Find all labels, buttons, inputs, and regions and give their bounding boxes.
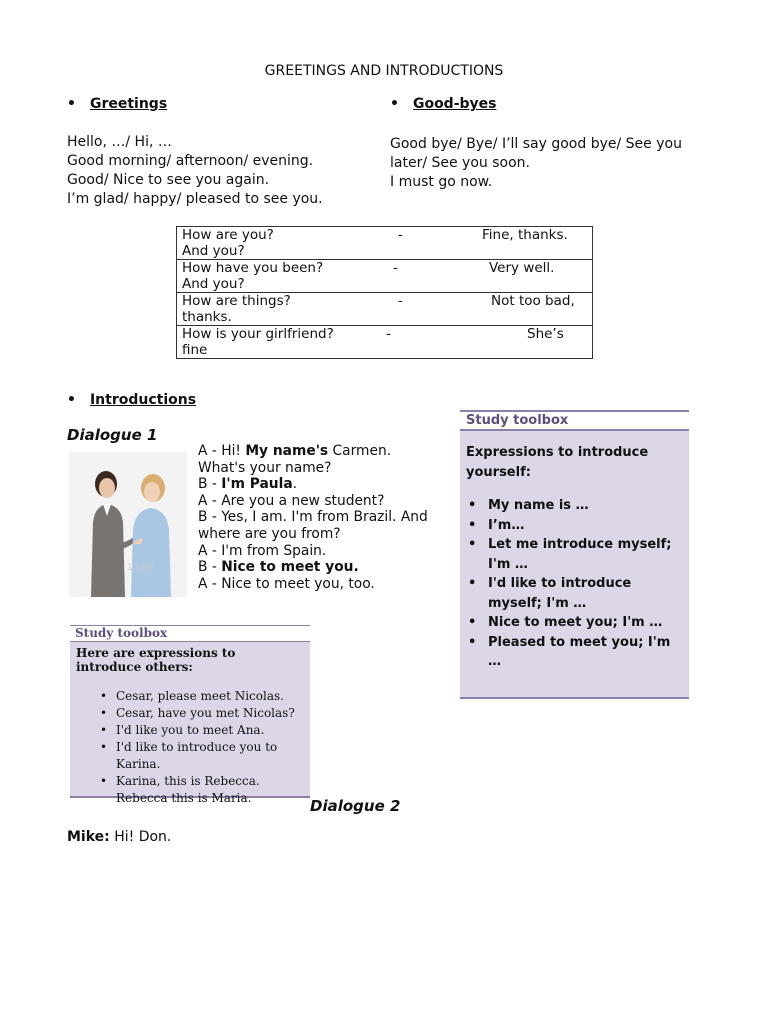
question-text: How have you been? (182, 260, 324, 276)
list-item: • Cesar, have you met Nicolas? (76, 705, 304, 722)
dialogue-line: where are you from? (198, 525, 341, 542)
list-item: • Nice to meet you; I'm … (466, 613, 683, 633)
exchanges-table (176, 226, 593, 359)
dialogue1-title: Dialogue 1 (67, 426, 158, 444)
dialogue1-text (198, 443, 428, 592)
speaker-line: Hi! Don. (109, 829, 172, 845)
greeting-line: I’m glad/ happy/ pleased to see you. (67, 191, 323, 207)
toolbox-intro: Expressions to introduce (466, 445, 649, 460)
list-item: • Let me introduce myself; I'm … (466, 535, 683, 574)
dash-text: - (398, 293, 403, 309)
toolbox-header: Study toolbox (70, 626, 310, 642)
goodbye-line: I must go now. (390, 174, 493, 190)
list-item: • My name is … (466, 496, 683, 516)
toolbox-intro: Here are expressions to introduce others: (76, 646, 236, 674)
dialogue-line: B - Yes, I am. I'm from Brazil. And (198, 509, 428, 526)
list-item: • I'd like to introduce myself; I'm … (466, 574, 683, 613)
greeting-line: Hello, …/ Hi, … (67, 134, 172, 150)
bullet-icon: • (67, 392, 76, 408)
goodbyes-heading: • Good-byes (390, 96, 497, 112)
table-row (177, 227, 593, 260)
toolbox-list (466, 496, 683, 672)
goodbyes-list (390, 135, 682, 192)
dialogue-line: A - Nice to meet you, too. (198, 575, 375, 592)
list-item: • I'd like you to meet Ana. (76, 722, 304, 739)
answer-text: Very well. (489, 260, 555, 276)
dialogue-line: B - I'm Paula. (198, 476, 298, 493)
dialogue2-title: Dialogue 2 (310, 797, 401, 815)
table-row (177, 260, 593, 293)
list-item: • Karina, this is Rebecca. Rebecca this is Maria. (76, 773, 304, 807)
list-item: • Pleased to meet you; I'm … (466, 633, 683, 672)
page-title: GREETINGS AND INTRODUCTIONS (264, 63, 504, 79)
answer-continuation: And you? (182, 276, 245, 292)
toolbox-header: Study toolbox (460, 412, 689, 431)
question-text: How is your girlfriend? (182, 326, 334, 342)
study-toolbox-self (460, 410, 689, 699)
answer-continuation: And you? (182, 243, 245, 259)
question-text: How are things? (182, 293, 291, 309)
greeting-line: Good/ Nice to see you again. (67, 172, 270, 188)
bullet-icon: • (390, 96, 399, 112)
answer-text: She’s (527, 326, 564, 342)
dialogue-line: A - Hi! My name's Carmen. (198, 443, 392, 459)
speaker-name: Mike: (67, 829, 110, 845)
greetings-heading: • Greetings (67, 96, 168, 112)
introductions-heading: • Introductions (67, 392, 197, 408)
answer-text: Not too bad, (491, 293, 575, 309)
dialogue-line: What's your name? (198, 459, 332, 476)
toolbox-intro: yourself: (466, 464, 531, 480)
answer-continuation: fine (182, 342, 208, 358)
question-text: How are you? (182, 227, 274, 243)
toolbox-list (76, 688, 304, 807)
answer-text: Fine, thanks. (482, 227, 568, 243)
table-row (177, 326, 593, 359)
list-item: • Cesar, please meet Nicolas. (76, 688, 304, 705)
goodbye-line: Good bye/ Bye/ I’ll say good bye/ See you (390, 136, 682, 152)
dash-text: - (393, 260, 398, 276)
goodbye-line: later/ See you soon. (390, 155, 530, 171)
list-item: • I'd like to introduce you to Karina. (76, 739, 304, 773)
svg-text:123RF: 123RF (127, 563, 156, 573)
dialogue-line: A - Are you a new student? (198, 492, 385, 509)
two-women-greeting-image (69, 452, 187, 597)
dialogue-line: B - Nice to meet you. (198, 559, 359, 576)
dialogue-photo (69, 452, 187, 597)
list-item: • I’m… (466, 516, 683, 536)
answer-continuation: thanks. (182, 309, 232, 325)
study-toolbox-others (70, 625, 310, 805)
greeting-line: Good morning/ afternoon/ evening. (67, 153, 314, 169)
dialogue-line: A - I'm from Spain. (198, 542, 327, 559)
dash-text: - (386, 326, 391, 342)
table-row (177, 293, 593, 326)
dash-text: - (398, 227, 403, 243)
greetings-list (67, 133, 323, 209)
bullet-icon: • (67, 96, 76, 112)
dialogue2-line (67, 829, 171, 845)
